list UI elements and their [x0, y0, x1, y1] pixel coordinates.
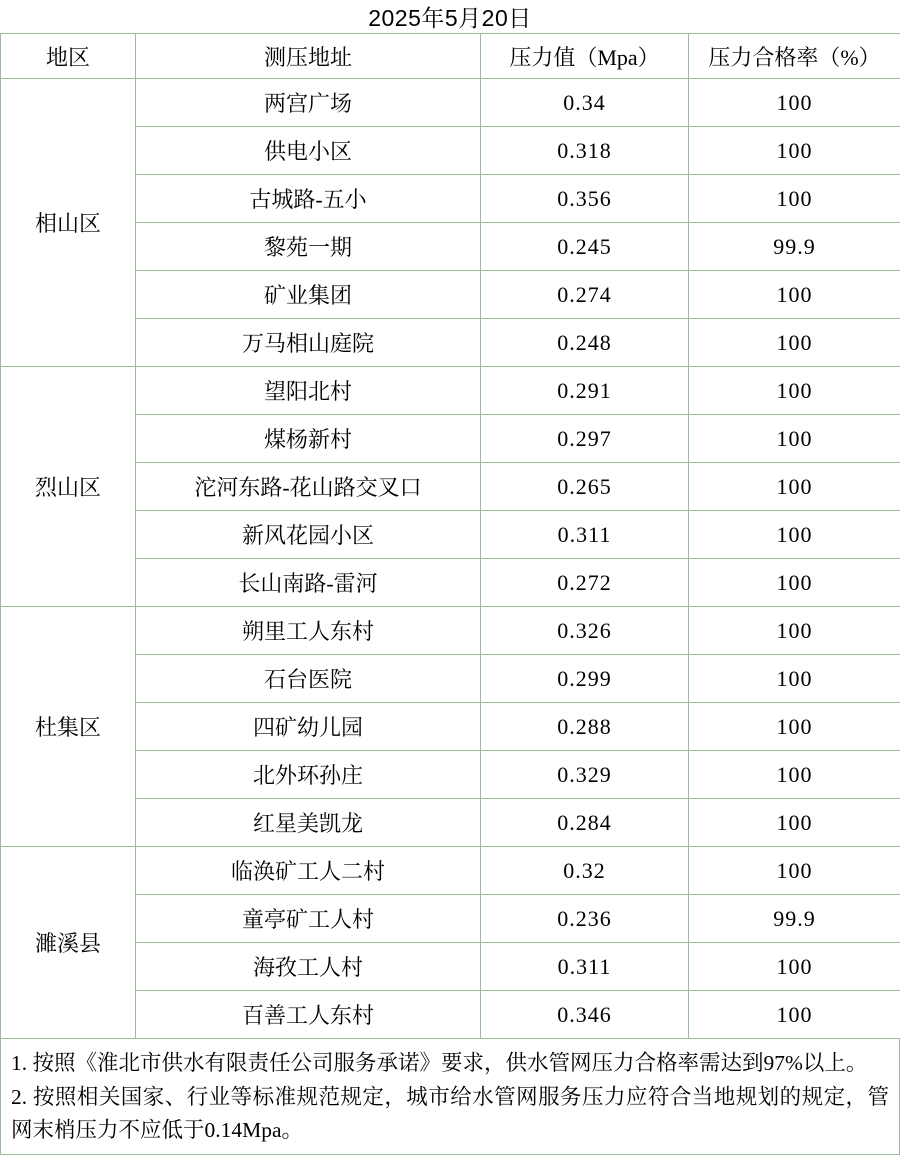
table-row [1, 847, 900, 895]
address-cell: 沱河东路-花山路交叉口 [136, 463, 481, 511]
notes-section [0, 1039, 900, 1155]
column-header-address: 测压地址 [136, 34, 481, 79]
table-row [1, 223, 900, 271]
table-row [1, 607, 900, 655]
pressure-cell: 0.265 [481, 463, 689, 511]
pressure-cell: 0.297 [481, 415, 689, 463]
address-cell: 黎苑一期 [136, 223, 481, 271]
table-body [1, 79, 900, 1039]
pressure-cell: 0.274 [481, 271, 689, 319]
rate-cell: 100 [689, 655, 900, 703]
address-cell: 古城路-五小 [136, 175, 481, 223]
table-row [1, 271, 900, 319]
table-row [1, 703, 900, 751]
address-cell: 矿业集团 [136, 271, 481, 319]
pressure-cell: 0.326 [481, 607, 689, 655]
pressure-cell: 0.272 [481, 559, 689, 607]
column-header-region: 地区 [1, 34, 136, 79]
address-cell: 石台医院 [136, 655, 481, 703]
pressure-cell: 0.329 [481, 751, 689, 799]
pressure-cell: 0.245 [481, 223, 689, 271]
rate-cell: 100 [689, 799, 900, 847]
table-row [1, 319, 900, 367]
pressure-cell: 0.288 [481, 703, 689, 751]
address-cell: 长山南路-雷河 [136, 559, 481, 607]
address-cell: 临涣矿工人二村 [136, 847, 481, 895]
region-cell-lieshan: 烈山区 [1, 367, 136, 607]
rate-cell: 100 [689, 991, 900, 1039]
pressure-cell: 0.356 [481, 175, 689, 223]
rate-cell: 100 [689, 703, 900, 751]
rate-cell: 100 [689, 943, 900, 991]
rate-cell: 100 [689, 319, 900, 367]
note-item-1: 1. 按照《淮北市供水有限责任公司服务承诺》要求，供水管网压力合格率需达到97%以上。 [11, 1047, 889, 1079]
pressure-cell: 0.311 [481, 943, 689, 991]
rate-cell: 100 [689, 127, 900, 175]
rate-cell: 100 [689, 847, 900, 895]
report-title: 2025年5月20日 [0, 0, 900, 33]
table-row [1, 367, 900, 415]
region-cell-suixi: 濉溪县 [1, 847, 136, 1039]
table-row [1, 943, 900, 991]
address-cell: 百善工人东村 [136, 991, 481, 1039]
table-header [1, 34, 900, 79]
rate-cell: 100 [689, 271, 900, 319]
address-cell: 海孜工人村 [136, 943, 481, 991]
address-cell: 新风花园小区 [136, 511, 481, 559]
pressure-cell: 0.346 [481, 991, 689, 1039]
pressure-cell: 0.299 [481, 655, 689, 703]
rate-cell: 100 [689, 559, 900, 607]
rate-cell: 100 [689, 415, 900, 463]
table-row [1, 127, 900, 175]
pressure-cell: 0.236 [481, 895, 689, 943]
rate-cell: 99.9 [689, 223, 900, 271]
header-row [1, 34, 900, 79]
address-cell: 北外环孙庄 [136, 751, 481, 799]
pressure-cell: 0.291 [481, 367, 689, 415]
table-row [1, 895, 900, 943]
rate-cell: 99.9 [689, 895, 900, 943]
rate-cell: 100 [689, 511, 900, 559]
table-row [1, 655, 900, 703]
address-cell: 朔里工人东村 [136, 607, 481, 655]
pressure-cell: 0.311 [481, 511, 689, 559]
pressure-cell: 0.34 [481, 79, 689, 127]
pressure-cell: 0.284 [481, 799, 689, 847]
address-cell: 煤杨新村 [136, 415, 481, 463]
table-row [1, 991, 900, 1039]
address-cell: 万马相山庭院 [136, 319, 481, 367]
pressure-cell: 0.32 [481, 847, 689, 895]
rate-cell: 100 [689, 175, 900, 223]
region-cell-duji: 杜集区 [1, 607, 136, 847]
address-cell: 两宫广场 [136, 79, 481, 127]
pressure-cell: 0.318 [481, 127, 689, 175]
column-header-rate: 压力合格率（%） [689, 34, 900, 79]
table-row [1, 463, 900, 511]
pressure-cell: 0.248 [481, 319, 689, 367]
address-cell: 童亭矿工人村 [136, 895, 481, 943]
address-cell: 望阳北村 [136, 367, 481, 415]
table-row [1, 559, 900, 607]
table-row [1, 751, 900, 799]
table-row [1, 415, 900, 463]
rate-cell: 100 [689, 79, 900, 127]
rate-cell: 100 [689, 367, 900, 415]
table-row [1, 511, 900, 559]
rate-cell: 100 [689, 751, 900, 799]
address-cell: 四矿幼儿园 [136, 703, 481, 751]
rate-cell: 100 [689, 607, 900, 655]
column-header-pressure: 压力值（Mpa） [481, 34, 689, 79]
table-row [1, 799, 900, 847]
rate-cell: 100 [689, 463, 900, 511]
address-cell: 供电小区 [136, 127, 481, 175]
note-item-2: 2. 按照相关国家、行业等标准规范规定，城市给水管网服务压力应符合当地规划的规定，管网末梢压力不应低于0.14Mpa。 [11, 1081, 889, 1146]
region-cell-xiangshan: 相山区 [1, 79, 136, 367]
address-cell: 红星美凯龙 [136, 799, 481, 847]
pressure-table [0, 33, 900, 1039]
table-row [1, 79, 900, 127]
table-row [1, 175, 900, 223]
